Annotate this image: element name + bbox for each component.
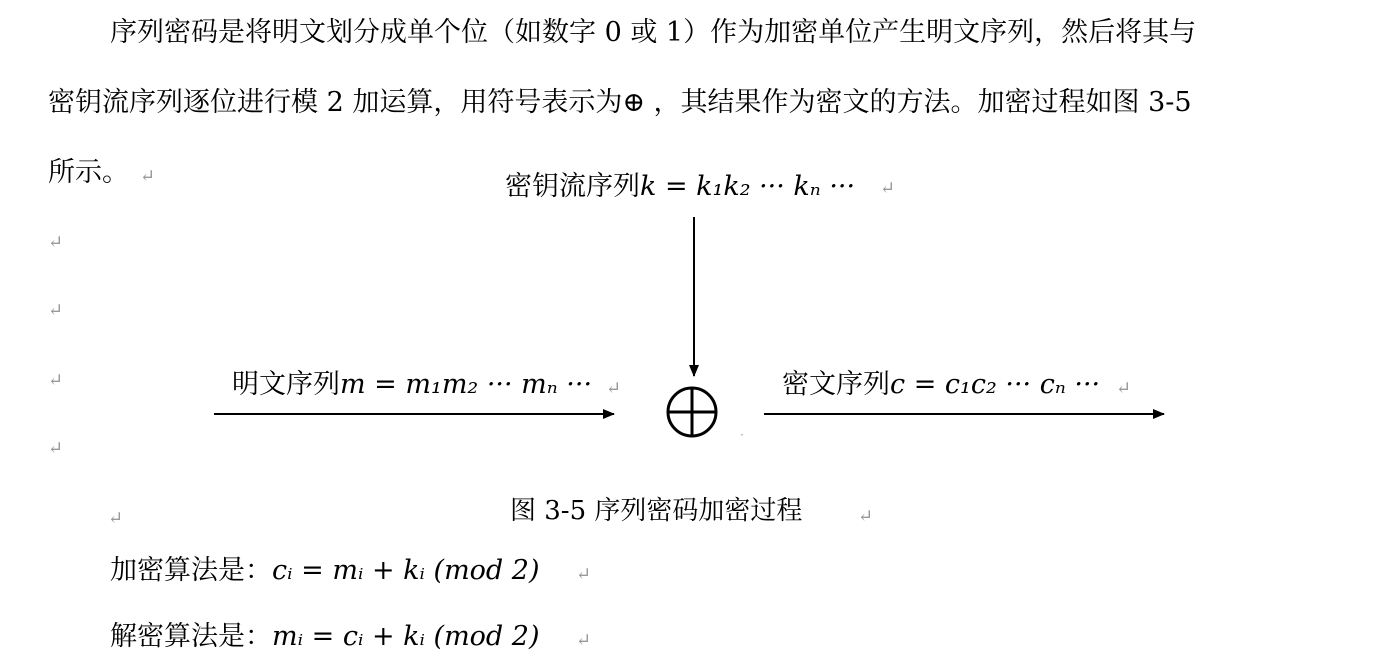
paragraph-line-3: 所示。 <box>48 157 129 188</box>
encryption-label: 加密算法是： <box>110 555 272 586</box>
ciphertext-text: 密文序列 <box>782 369 890 400</box>
paragraph-mark: · <box>740 428 744 442</box>
plaintext-text: 明文序列 <box>232 369 340 400</box>
key-stream-formula: k = k₁k₂ ··· kₙ ··· <box>640 171 856 202</box>
paragraph-mark: ↵ <box>108 508 124 529</box>
paragraph-line-2: 密钥流序列逐位进行模 2 加运算，用符号表示为⊕ ，其结果作为密文的方法。加密过程如图 3-5 <box>48 87 1192 118</box>
paragraph-line-1: 序列密码是将明文划分成单个位（如数字 0 或 1）作为加密单位产生明文序列，然后将其与 <box>110 17 1197 48</box>
decryption-line <box>110 620 540 654</box>
paragraph-mark: ↵ <box>140 166 156 187</box>
paragraph-mark: ↵ <box>48 232 64 253</box>
xor-icon <box>668 388 716 436</box>
decryption-formula: mᵢ = cᵢ + kᵢ (mod 2) <box>272 621 540 652</box>
key-stream-text: 密钥流序列 <box>505 171 640 202</box>
decryption-label: 解密算法是： <box>110 621 272 652</box>
encryption-formula: cᵢ = mᵢ + kᵢ (mod 2) <box>272 555 540 586</box>
ciphertext-formula: c = c₁c₂ ··· cₙ ··· <box>890 369 1101 400</box>
paragraph-mark: ↵ <box>880 178 896 199</box>
paragraph-mark: ↵ <box>576 564 592 585</box>
paragraph-mark: ↵ <box>1116 378 1132 399</box>
paragraph-mark: ↵ <box>858 506 874 527</box>
paragraph-mark: ↵ <box>48 300 64 321</box>
paragraph-mark: ↵ <box>48 370 64 391</box>
paragraph-mark: ↵ <box>576 630 592 651</box>
plaintext-formula: m = m₁m₂ ··· mₙ ··· <box>340 369 593 400</box>
figure-caption: 图 3-5 序列密码加密过程 <box>510 496 803 526</box>
encryption-line <box>110 554 540 588</box>
paragraph-mark: ↵ <box>48 438 64 459</box>
paragraph-mark: ↵ <box>606 378 622 399</box>
xor-symbol <box>0 0 1 1</box>
